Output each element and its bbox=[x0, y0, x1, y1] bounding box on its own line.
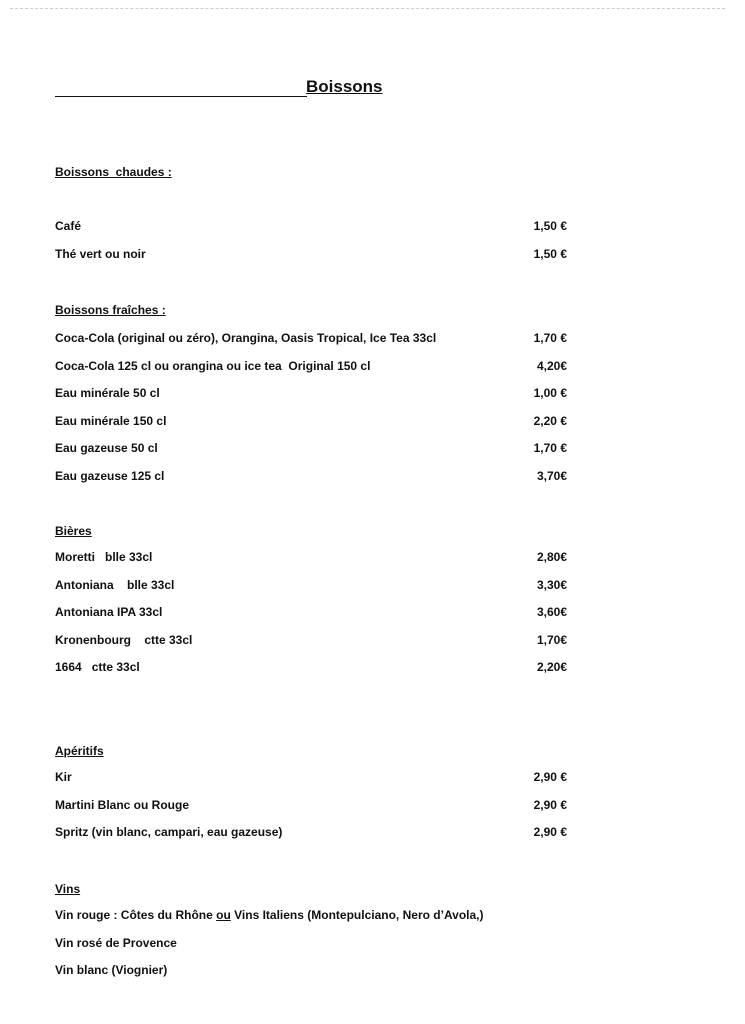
menu-item bbox=[55, 767, 575, 795]
item-name: Coca-Cola (original ou zéro), Orangina, Oasis Tropical, Ice Tea 33cl bbox=[55, 331, 437, 345]
scan-artifact-line bbox=[10, 8, 725, 9]
item-price: 2,80€ bbox=[536, 550, 567, 564]
item-price: 2,90 € bbox=[533, 770, 567, 784]
menu-item bbox=[55, 795, 575, 823]
item-price: 1,00 € bbox=[533, 386, 567, 400]
section-boissons-fraiches bbox=[55, 300, 575, 493]
item-name: 1664 ctte 33cl bbox=[55, 660, 140, 674]
item-name: Spritz (vin blanc, campari, eau gazeuse) bbox=[55, 825, 283, 839]
item-price: 2,90 € bbox=[533, 797, 567, 812]
menu-item bbox=[55, 383, 575, 411]
item-name: Thé vert ou noir bbox=[55, 246, 146, 261]
menu-item bbox=[55, 602, 575, 630]
item-price: 1,70 € bbox=[533, 441, 567, 455]
item-name: Coca-Cola 125 cl ou orangina ou ice tea Original 150 cl bbox=[55, 358, 371, 373]
section-bieres bbox=[55, 521, 575, 685]
menu-item bbox=[55, 657, 575, 685]
item-price: 3,30€ bbox=[536, 577, 567, 592]
menu-item bbox=[55, 575, 575, 603]
item-price: 2,90 € bbox=[533, 825, 567, 839]
section-vins bbox=[55, 879, 575, 988]
section-boissons-chaudes bbox=[55, 162, 575, 271]
section-heading: Boissons fraîches : bbox=[55, 303, 166, 317]
item-price: 1,70€ bbox=[536, 632, 567, 647]
item-price: 4,20€ bbox=[536, 358, 567, 373]
item-price: 2,20€ bbox=[536, 660, 567, 674]
item-price: 3,60€ bbox=[536, 605, 567, 619]
item-name: Moretti blle 33cl bbox=[55, 550, 153, 564]
section-heading: Apéritifs bbox=[55, 744, 104, 758]
menu-item bbox=[55, 630, 575, 658]
item-name: Kronenbourg ctte 33cl bbox=[55, 632, 193, 647]
menu-item bbox=[55, 328, 575, 356]
item-name: Eau gazeuse 125 cl bbox=[55, 468, 165, 483]
menu-item bbox=[55, 411, 575, 439]
menu-item bbox=[55, 547, 575, 575]
menu-item-vin-rose: Vin rosé de Provence bbox=[55, 935, 177, 950]
item-name: Antoniana IPA 33cl bbox=[55, 605, 163, 619]
menu-item-vin-rouge bbox=[55, 905, 575, 933]
section-heading: Vins bbox=[55, 882, 81, 896]
menu-item bbox=[55, 466, 575, 494]
menu-item bbox=[55, 438, 575, 466]
item-name-part: Vin rouge : Côtes du Rhône bbox=[55, 908, 217, 922]
item-price: 3,70€ bbox=[536, 468, 567, 483]
item-name: Kir bbox=[55, 770, 72, 784]
item-name: Antoniana blle 33cl bbox=[55, 577, 175, 592]
section-aperitifs bbox=[55, 741, 575, 850]
item-name: Eau minérale 150 cl bbox=[55, 413, 167, 428]
menu-item bbox=[55, 244, 575, 272]
item-name: Café bbox=[55, 219, 82, 233]
title-rule bbox=[55, 96, 307, 97]
item-name-underlined: ou bbox=[216, 908, 231, 922]
section-heading: Boissons chaudes : bbox=[55, 165, 172, 179]
item-name: Eau gazeuse 50 cl bbox=[55, 441, 158, 455]
item-price: 1,50 € bbox=[533, 219, 567, 233]
menu-item bbox=[55, 822, 575, 850]
menu-item-vin-blanc: Vin blanc (Viognier) bbox=[55, 963, 168, 977]
menu-item bbox=[55, 356, 575, 384]
menu-item bbox=[55, 216, 575, 244]
item-name: Eau minérale 50 cl bbox=[55, 386, 160, 400]
item-name-part: Vins Italiens (Montepulciano, Nero d’Avola,) bbox=[230, 908, 484, 922]
item-name: Martini Blanc ou Rouge bbox=[55, 797, 190, 812]
section-heading: Bières bbox=[55, 524, 92, 538]
page-title: Boissons bbox=[306, 77, 383, 96]
item-price: 2,20 € bbox=[533, 413, 567, 428]
item-price: 1,70 € bbox=[533, 331, 567, 345]
item-price: 1,50 € bbox=[533, 246, 567, 261]
